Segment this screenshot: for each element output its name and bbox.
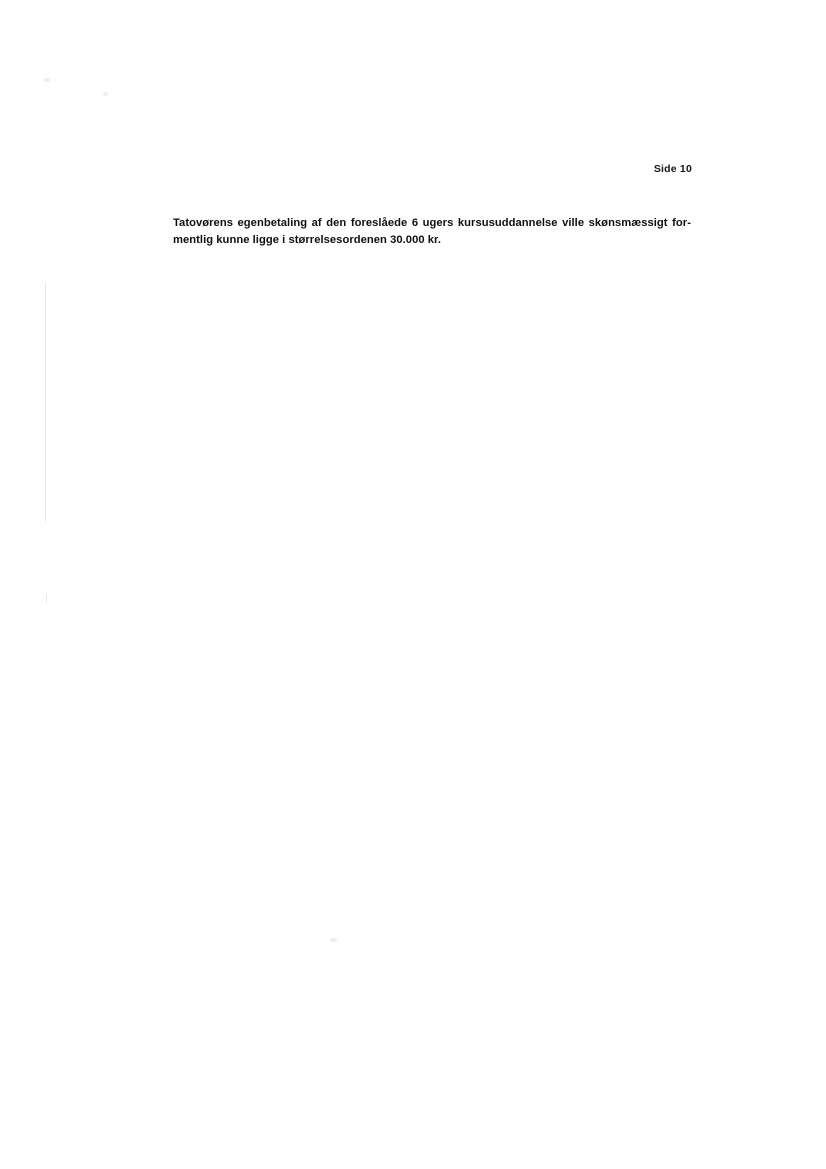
- scan-artifact-speck: [44, 78, 50, 82]
- word: af: [311, 217, 322, 229]
- body-paragraph: [173, 215, 691, 249]
- word: 6: [411, 217, 419, 229]
- scan-artifact-edge: [46, 594, 47, 604]
- word: kursusuddannelse: [457, 217, 558, 229]
- scan-artifact-speck: [103, 92, 108, 96]
- word: ugers: [422, 217, 454, 229]
- paragraph-line-2: mentlig kunne ligge i størrelsesordenen 30.000 kr.: [173, 234, 441, 246]
- page-number: Side 10: [653, 163, 692, 175]
- word: for-: [672, 217, 691, 229]
- word: egenbetaling: [237, 217, 308, 229]
- word: foreslåede: [350, 217, 408, 229]
- word: Tatovørens: [173, 217, 233, 229]
- word: den: [326, 217, 347, 229]
- scan-artifact-speck: [330, 938, 337, 942]
- scan-artifact-edge: [45, 282, 46, 522]
- word: skønsmæssigt: [588, 217, 668, 229]
- word: ville: [562, 217, 585, 229]
- paragraph-line-1: [173, 215, 691, 232]
